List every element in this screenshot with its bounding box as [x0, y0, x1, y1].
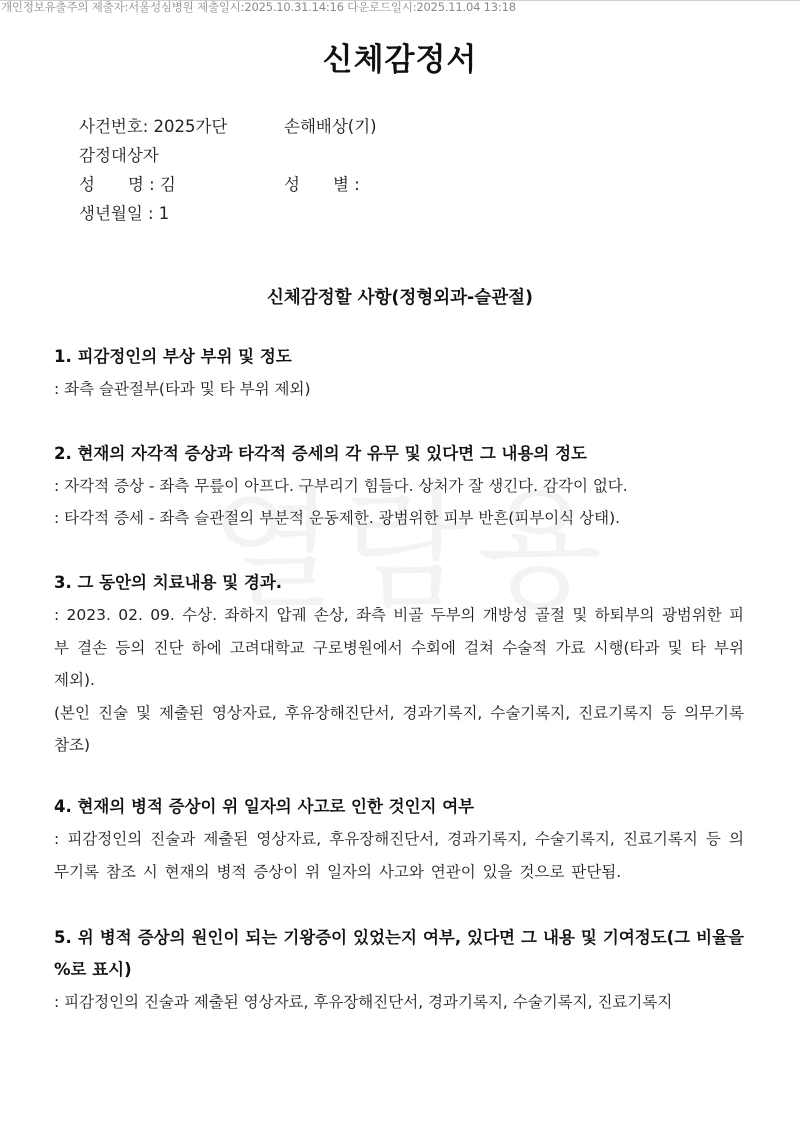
- item-title: 2. 현재의 자각적 증상과 타각적 증세의 각 유무 및 있다면 그 내용의 정도: [54, 444, 587, 463]
- name-gender-row: [79, 170, 479, 199]
- fax-header-strip: 개인정보유출주의 제출자:서울성심병원 제출일시:2025.10.31.14:16 다운로드일시:2025.11.04 13:18: [1, 0, 516, 14]
- name-label: 성 명 : 김: [79, 175, 176, 194]
- item-paragraph: : 피감정인의 진술과 제출된 영상자료, 후유장해진단서, 경과기록지, 수술기록지, 진료기록지 등 의무기록 참조 시 현재의 병적 증상이 위 일자의 사고와 연관이 있을 것으로 판단됨.: [54, 830, 744, 881]
- item-5: [54, 922, 744, 1018]
- item-title: 3. 그 동안의 치료내용 및 경과.: [54, 573, 283, 592]
- item-title: 4. 현재의 병적 증상이 위 일자의 사고로 인한 것인지 여부: [54, 797, 475, 816]
- case-number-label: 사건번호: 2025가단: [79, 117, 228, 136]
- item-line: : 피감정인의 진술과 제출된 영상자료, 후유장해진단서, 경과기록지, 수술기록지, 진료기록지: [54, 993, 673, 1011]
- dob-label: 생년월일 : 1: [79, 204, 170, 223]
- case-type: 손해배상(기): [284, 117, 377, 136]
- gender-label: 성 별 :: [284, 175, 360, 194]
- item-line: : 타각적 증세 - 좌측 슬관절의 부분적 운동제한. 광범위한 피부 반흔(피부이식 상태).: [54, 509, 621, 527]
- subject-label: 감정대상자: [79, 146, 159, 165]
- item-title: 1. 피감정인의 부상 부위 및 정도: [54, 347, 292, 366]
- subject-row: [79, 141, 479, 170]
- section-heading: 신체감정할 사항(정형외과-슬관절): [266, 288, 534, 308]
- item-paragraph: : 2023. 02. 09. 수상. 좌하지 압궤 손상, 좌측 비골 두부의 개방성 골절 및 하퇴부의 광범위한 피부 결손 등의 진단 하에 고려대학교 구로병원에서 수회에 걸쳐 수술적 가료 시행(타과 및 타 부위 제외).: [54, 606, 744, 689]
- item-3: [54, 567, 744, 762]
- item-line: : 자각적 증상 - 좌측 무릎이 아프다. 구부리기 힘들다. 상처가 잘 생긴다. 감각이 없다.: [54, 477, 628, 495]
- item-title: 5. 위 병적 증상의 원인이 되는 기왕증이 있었는지 여부, 있다면 그 내용 및 기여정도(그 비율을 %로 표시): [54, 928, 744, 979]
- document-title: 신체감정서: [322, 42, 478, 78]
- item-4: [54, 791, 744, 888]
- item-paragraph: (본인 진술 및 제출된 영상자료, 후유장해진단서, 경과기록지, 수술기록지, 진료기록지 등 의무기록 참조): [54, 703, 744, 754]
- item-1: [54, 341, 744, 405]
- dob-row: [79, 199, 479, 228]
- case-info-block: [79, 112, 479, 228]
- case-number-row: [79, 112, 479, 141]
- item-line: : 좌측 슬관절부(타과 및 타 부위 제외): [54, 380, 311, 398]
- item-2: [54, 438, 744, 534]
